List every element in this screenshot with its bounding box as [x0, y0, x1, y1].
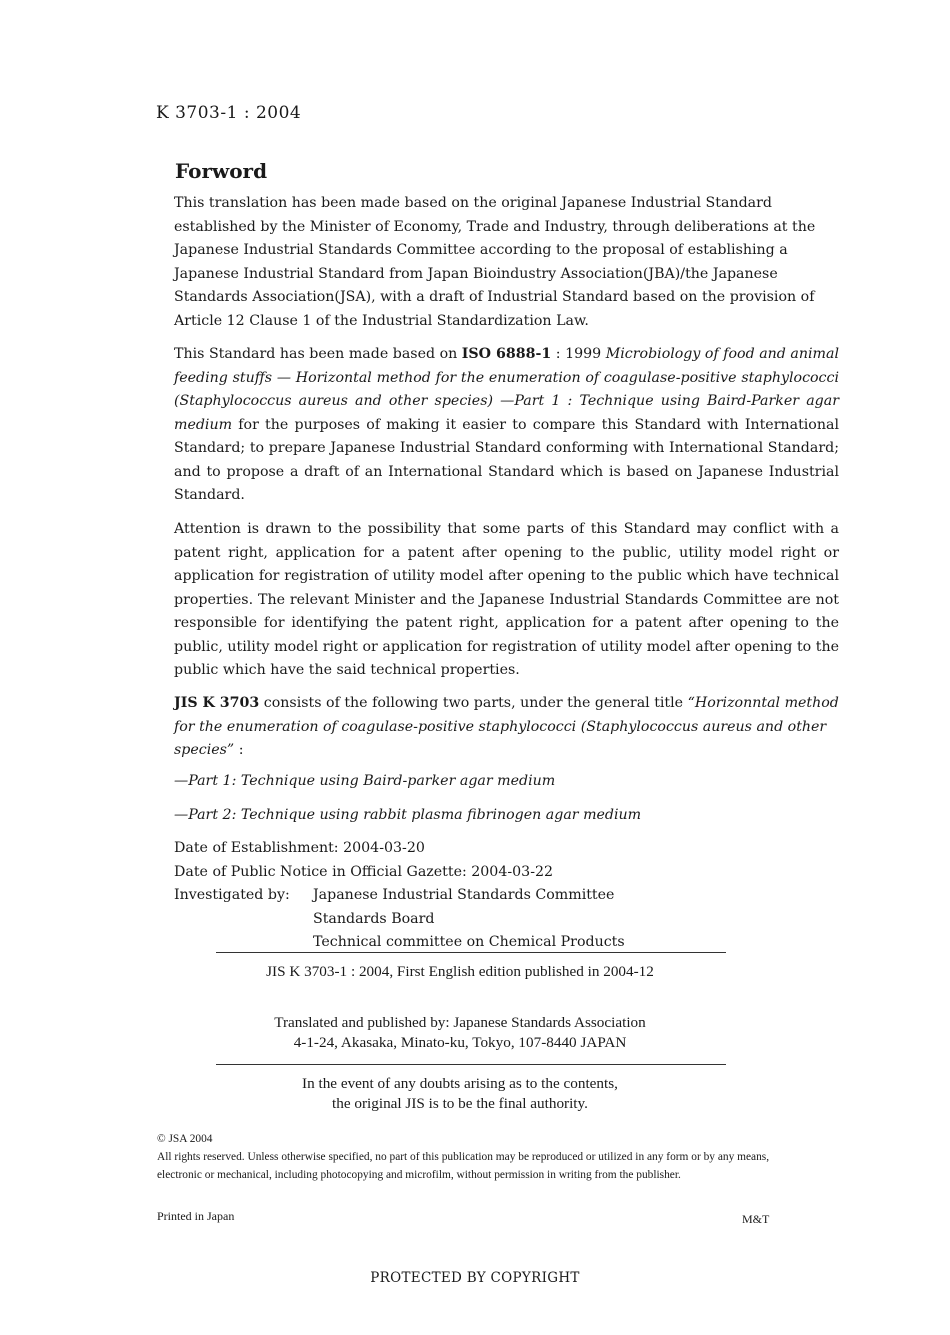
- jis-code: JIS K 3703: [174, 695, 260, 711]
- date-establishment: Date of Establishment: 2004-03-20: [174, 840, 425, 856]
- investigated-by-label: Investigated by:: [174, 887, 290, 903]
- page-title: Forword: [175, 159, 268, 183]
- part-1-item: —Part 1: Technique using Baird-parker agar medium: [174, 773, 556, 789]
- iso-lead-text: This Standard has been made based on: [174, 346, 462, 362]
- date-public-notice: Date of Public Notice in Official Gazette: 2004-03-22: [174, 863, 554, 880]
- copyright-footer: PROTECTED BY COPYRIGHT: [370, 1270, 580, 1286]
- iso-year: : 1999: [551, 346, 606, 362]
- authority-line-1: In the event of any doubts arising as to the contents,: [302, 1075, 618, 1092]
- divider-bottom: [216, 1064, 726, 1065]
- paragraph-parts-intro: [174, 692, 839, 763]
- paragraph-patent-notice: Attention is drawn to the possibility that some parts of this Standard may conflict with a patent right, application for a patent after opening to the public, utility model right or application for registration of utility model after opening to the public which have technical properties. The relevant Minister and the Japanese Industrial Standards Committee are not responsible for identifying the patent right, application for a patent after opening to the public, utility model right or application for registration of utility model after opening to the public which have the said technical properties.: [174, 521, 839, 678]
- document-id: K 3703-1 : 2004: [156, 103, 302, 123]
- iso-code: ISO 6888-1: [461, 346, 552, 362]
- investigator-2: Standards Board: [313, 910, 435, 927]
- printed-in: Printed in Japan: [157, 1209, 235, 1223]
- edition-line: JIS K 3703-1 : 2004, First English edition published in 2004-12: [266, 963, 654, 980]
- translated-by-block: [210, 1013, 710, 1053]
- copyright-block: [157, 1130, 775, 1185]
- iso-rest-text: for the purposes of making it easier to compare this Standard with International Standard; to prepare Japanese Industrial Standard conforming with International Standard; and to propose a draft of an International Standard which is based on Japanese Industrial Standard.: [174, 416, 839, 503]
- part-2-item: —Part 2: Technique using rabbit plasma fibrinogen agar medium: [174, 807, 642, 823]
- translated-by-line: Translated and published by: Japanese Standards Association: [274, 1014, 646, 1031]
- investigator-1: Japanese Industrial Standards Committee: [313, 887, 615, 903]
- general-title: “Horizonntal method for the enumeration of coagulase-positive staphylococci (Staphylococcus aureus and other species”: [174, 695, 839, 758]
- parts-intro-text: consists of the following two parts, under the general title: [259, 695, 688, 711]
- authority-notice: [210, 1074, 710, 1114]
- printer-code: M&T: [742, 1212, 770, 1226]
- paragraph-translation-basis: This translation has been made based on the original Japanese Industrial Standard established by the Minister of Economy, Trade and Industry, through deliberations at the Japanese Industrial Standards Committee according to the proposal of establishing a Japanese Industrial Standard from Japan Bioindustry Association(JBA)/the Japanese Standards Association(JSA), with a draft of Industrial Standard based on the provision of Article 12 Clause 1 of the Industrial Standardization Law.: [174, 195, 816, 329]
- divider-top: [216, 952, 726, 953]
- rights-notice: All rights reserved. Unless otherwise specified, no part of this publication may be reproduced or utilized in any form or by any means, electronic or mechanical, including photocopying and microfilm, without permission in writing from the publisher.: [157, 1151, 770, 1182]
- parts-intro-end: :: [234, 742, 244, 758]
- publisher-address: 4-1-24, Akasaka, Minato-ku, Tokyo, 107-8440 JAPAN: [293, 1034, 627, 1051]
- paragraph-iso-basis: [174, 343, 839, 508]
- dates-block: [174, 837, 839, 955]
- iso-title: Microbiology of food and animal feeding stuffs — Horizontal method for the enumeration of coagulase-positive staphylococci (Staphylococcus aureus and other species) —Part 1 : Technique using Baird-Parker agar medium: [174, 346, 839, 433]
- investigator-3: Technical committee on Chemical Products: [313, 934, 625, 950]
- authority-line-2: the original JIS is to be the final authority.: [332, 1095, 588, 1112]
- copyright-line: © JSA 2004: [157, 1133, 213, 1145]
- investigated-by-row: [174, 884, 839, 908]
